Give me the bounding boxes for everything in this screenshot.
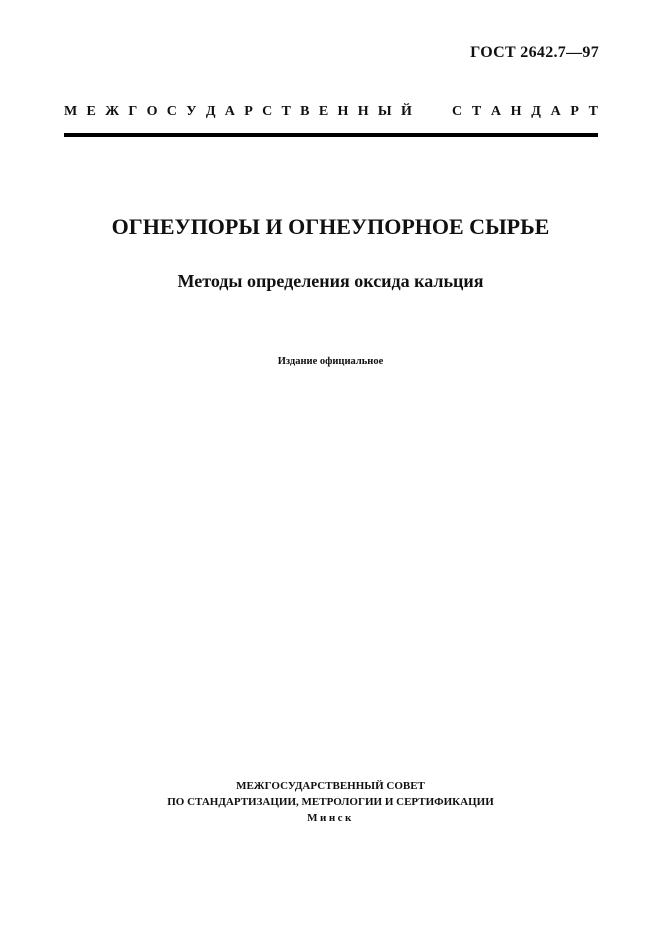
publisher-city: Минск — [307, 812, 354, 824]
publisher-line-2: ПО СТАНДАРТИЗАЦИИ, МЕТРОЛОГИИ И СЕРТИФИКАЦИИ — [167, 796, 494, 808]
document-title: ОГНЕУПОРЫ И ОГНЕУПОРНОЕ СЫРЬЕ — [111, 214, 550, 239]
publisher-block — [0, 778, 661, 826]
document-number: ГОСТ 2642.7—97 — [470, 44, 599, 61]
header-divider — [64, 133, 598, 137]
standard-type-heading — [64, 104, 598, 120]
standard-type-word-1: М Е Ж Г О С У Д А Р С Т В Е Н Н Ы Й — [64, 104, 412, 119]
publisher-line-1: МЕЖГОСУДАРСТВЕННЫЙ СОВЕТ — [236, 780, 425, 792]
standard-type-word-2: С Т А Н Д А Р Т — [452, 104, 598, 119]
document-subtitle: Методы определения оксида кальция — [177, 271, 484, 291]
edition-note: Издание официальное — [277, 356, 384, 367]
